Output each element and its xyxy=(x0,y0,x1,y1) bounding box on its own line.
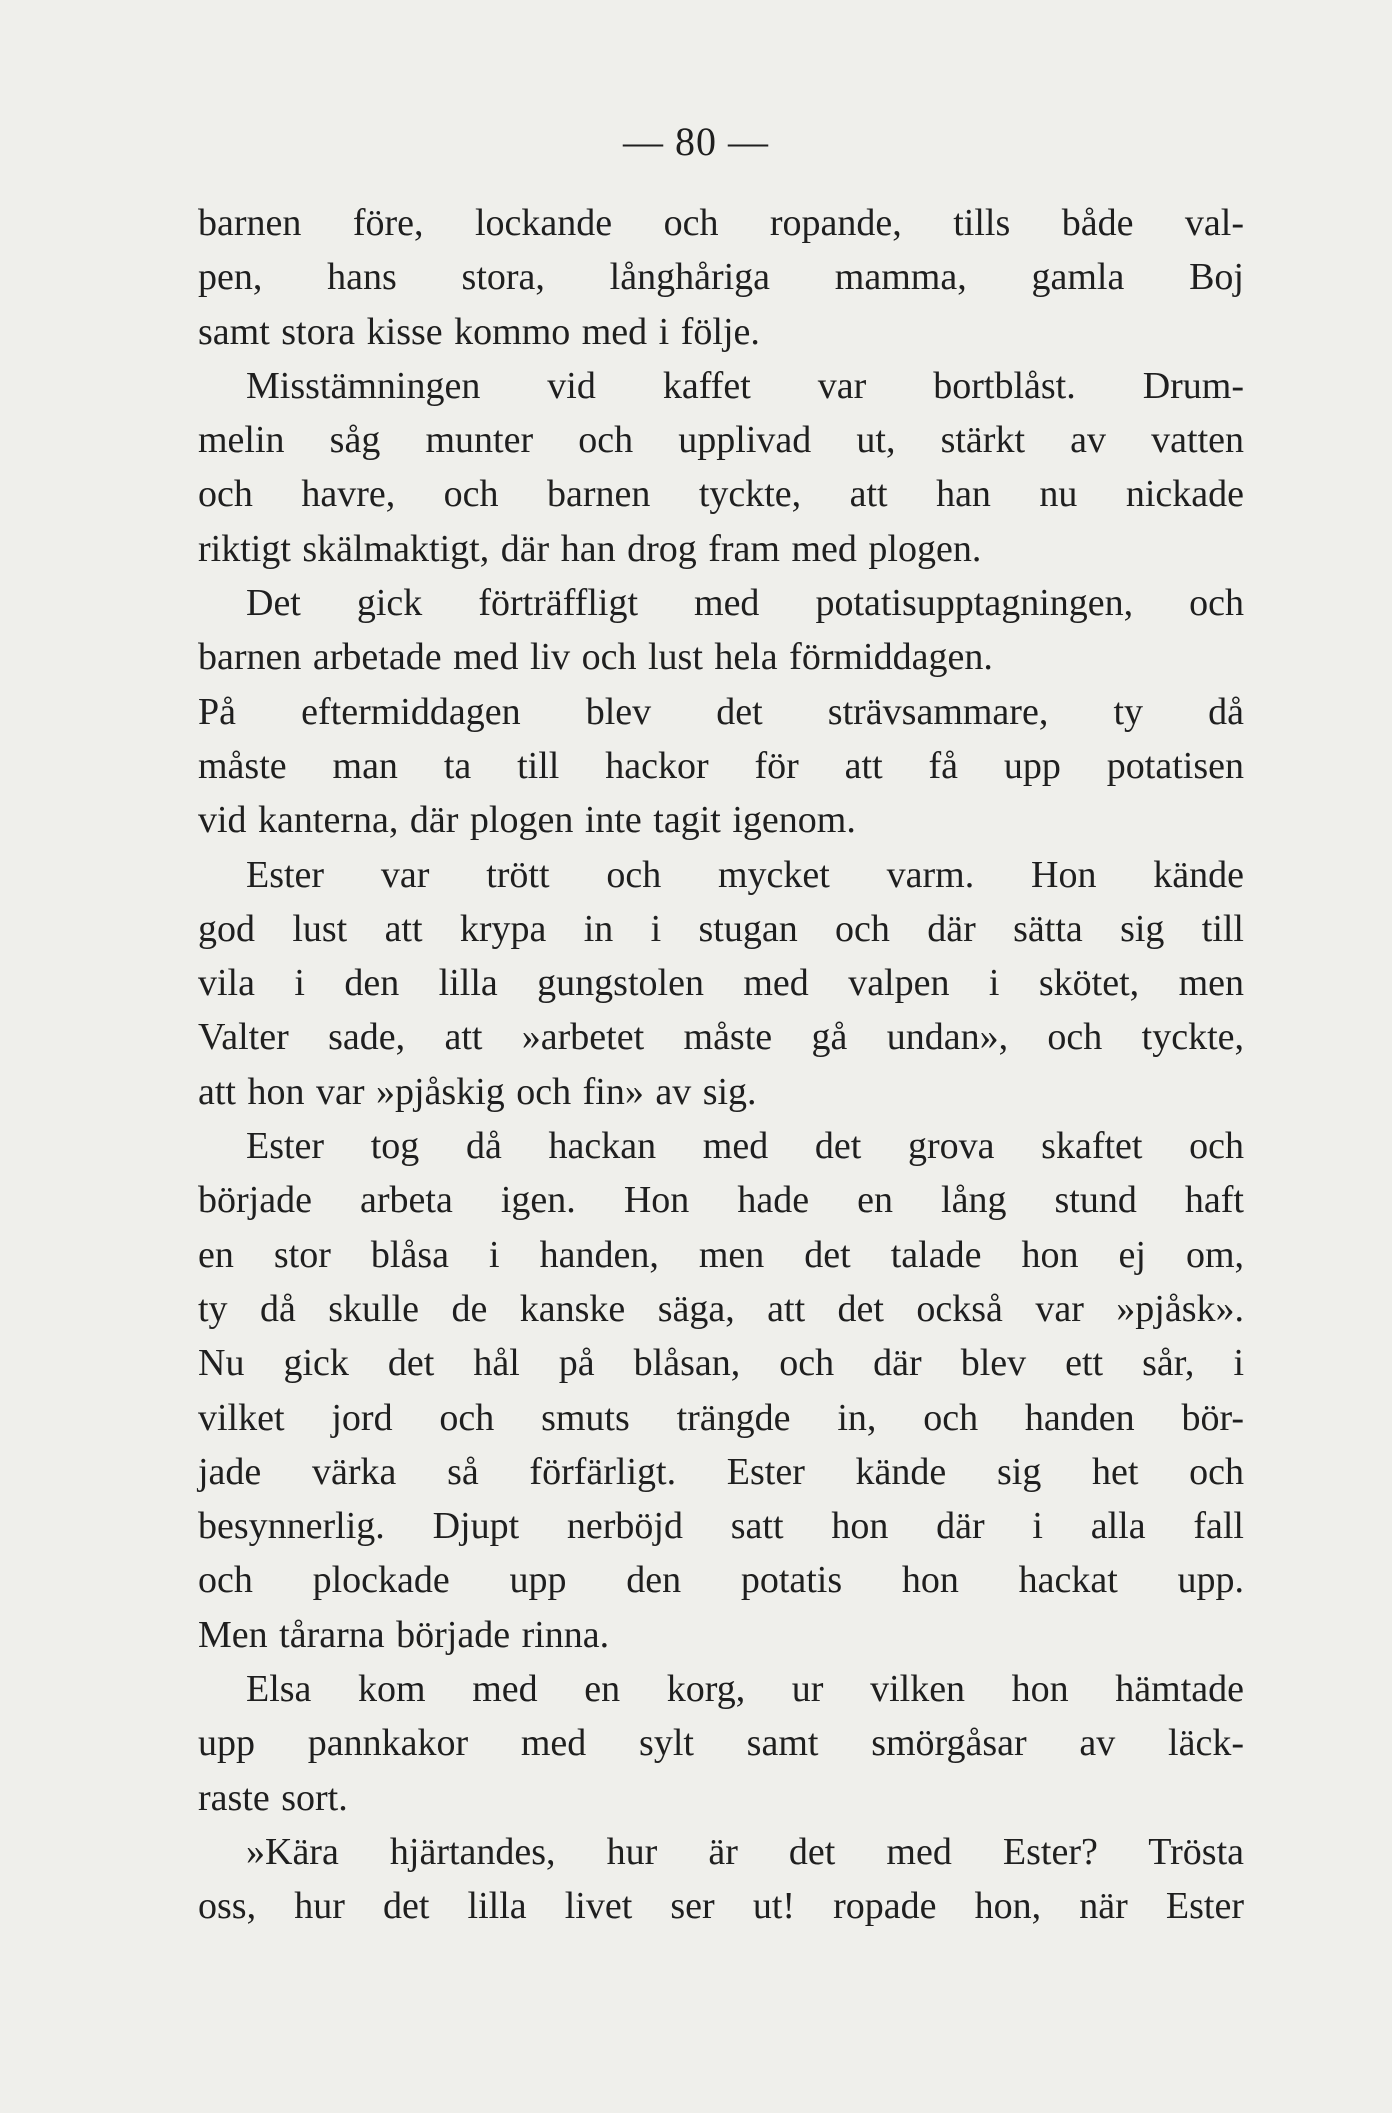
text-line: Men tårarna började rinna. xyxy=(198,1613,610,1656)
text-line: barnen före, lockande och ropande, tills både val- xyxy=(198,202,1244,244)
text-line: vilket jord och smuts trängde in, och handen bör- xyxy=(198,1396,1244,1439)
text-line: melin såg munter och upplivad ut, stärkt av vatten xyxy=(198,419,1244,462)
text-line: Det gick förträffligt med potatisupptagningen, och xyxy=(246,582,1244,625)
text-line: upp pannkakor med sylt samt smörgåsar av läck- xyxy=(198,1722,1244,1765)
text-line: en stor blåsa i handen, men det talade hon ej om, xyxy=(198,1233,1244,1276)
text-line: att hon var »pjåskig och fin» av sig. xyxy=(198,1070,757,1113)
text-line: raste sort. xyxy=(198,1776,348,1819)
text-line: god lust att krypa in i stugan och där sätta sig till xyxy=(198,907,1244,950)
page-number: — 80 — xyxy=(623,119,769,164)
text-line: Misstämningen vid kaffet var bortblåst. Drum- xyxy=(246,364,1244,407)
text-line: pen, hans stora, långhåriga mamma, gamla Boj xyxy=(198,256,1244,299)
text-line: oss, hur det lilla livet ser ut! ropade hon, när Ester xyxy=(198,1885,1244,1928)
text-line: måste man ta till hackor för att få upp potatisen xyxy=(198,744,1244,787)
text-line: och plockade upp den potatis hon hackat upp. xyxy=(198,1559,1244,1602)
text-line: jade värka så förfärligt. Ester kände sig het och xyxy=(198,1450,1244,1493)
text-line: Ester tog då hackan med det grova skaftet och xyxy=(246,1125,1244,1168)
text-line: Elsa kom med en korg, ur vilken hon hämtade xyxy=(246,1668,1244,1711)
text-line: barnen arbetade med liv och lust hela förmiddagen. xyxy=(198,636,993,679)
text-line: Valter sade, att »arbetet måste gå undan», och tyckte, xyxy=(198,1016,1244,1059)
text-line: besynnerlig. Djupt nerböjd satt hon där i alla fall xyxy=(198,1505,1244,1548)
text-line: Nu gick det hål på blåsan, och där blev ett sår, i xyxy=(198,1342,1244,1385)
body-text xyxy=(198,196,1244,1934)
text-line: började arbeta igen. Hon hade en lång stund haft xyxy=(198,1179,1244,1222)
text-line: Ester var trött och mycket varm. Hon kände xyxy=(246,853,1244,896)
text-line: ty då skulle de kanske säga, att det också var »pjåsk». xyxy=(198,1287,1244,1330)
text-line: och havre, och barnen tyckte, att han nu nickade xyxy=(198,473,1244,516)
text-line: »Kära hjärtandes, hur är det med Ester? Trösta xyxy=(246,1830,1244,1873)
text-line: riktigt skälmaktigt, där han drog fram med plogen. xyxy=(198,527,982,570)
text-line: vila i den lilla gungstolen med valpen i skötet, men xyxy=(198,962,1244,1005)
text-line: På eftermiddagen blev det strävsammare, ty då xyxy=(198,690,1244,733)
text-line: samt stora kisse kommo med i följe. xyxy=(198,310,760,353)
text-line: vid kanterna, där plogen inte tagit igenom. xyxy=(198,799,856,842)
